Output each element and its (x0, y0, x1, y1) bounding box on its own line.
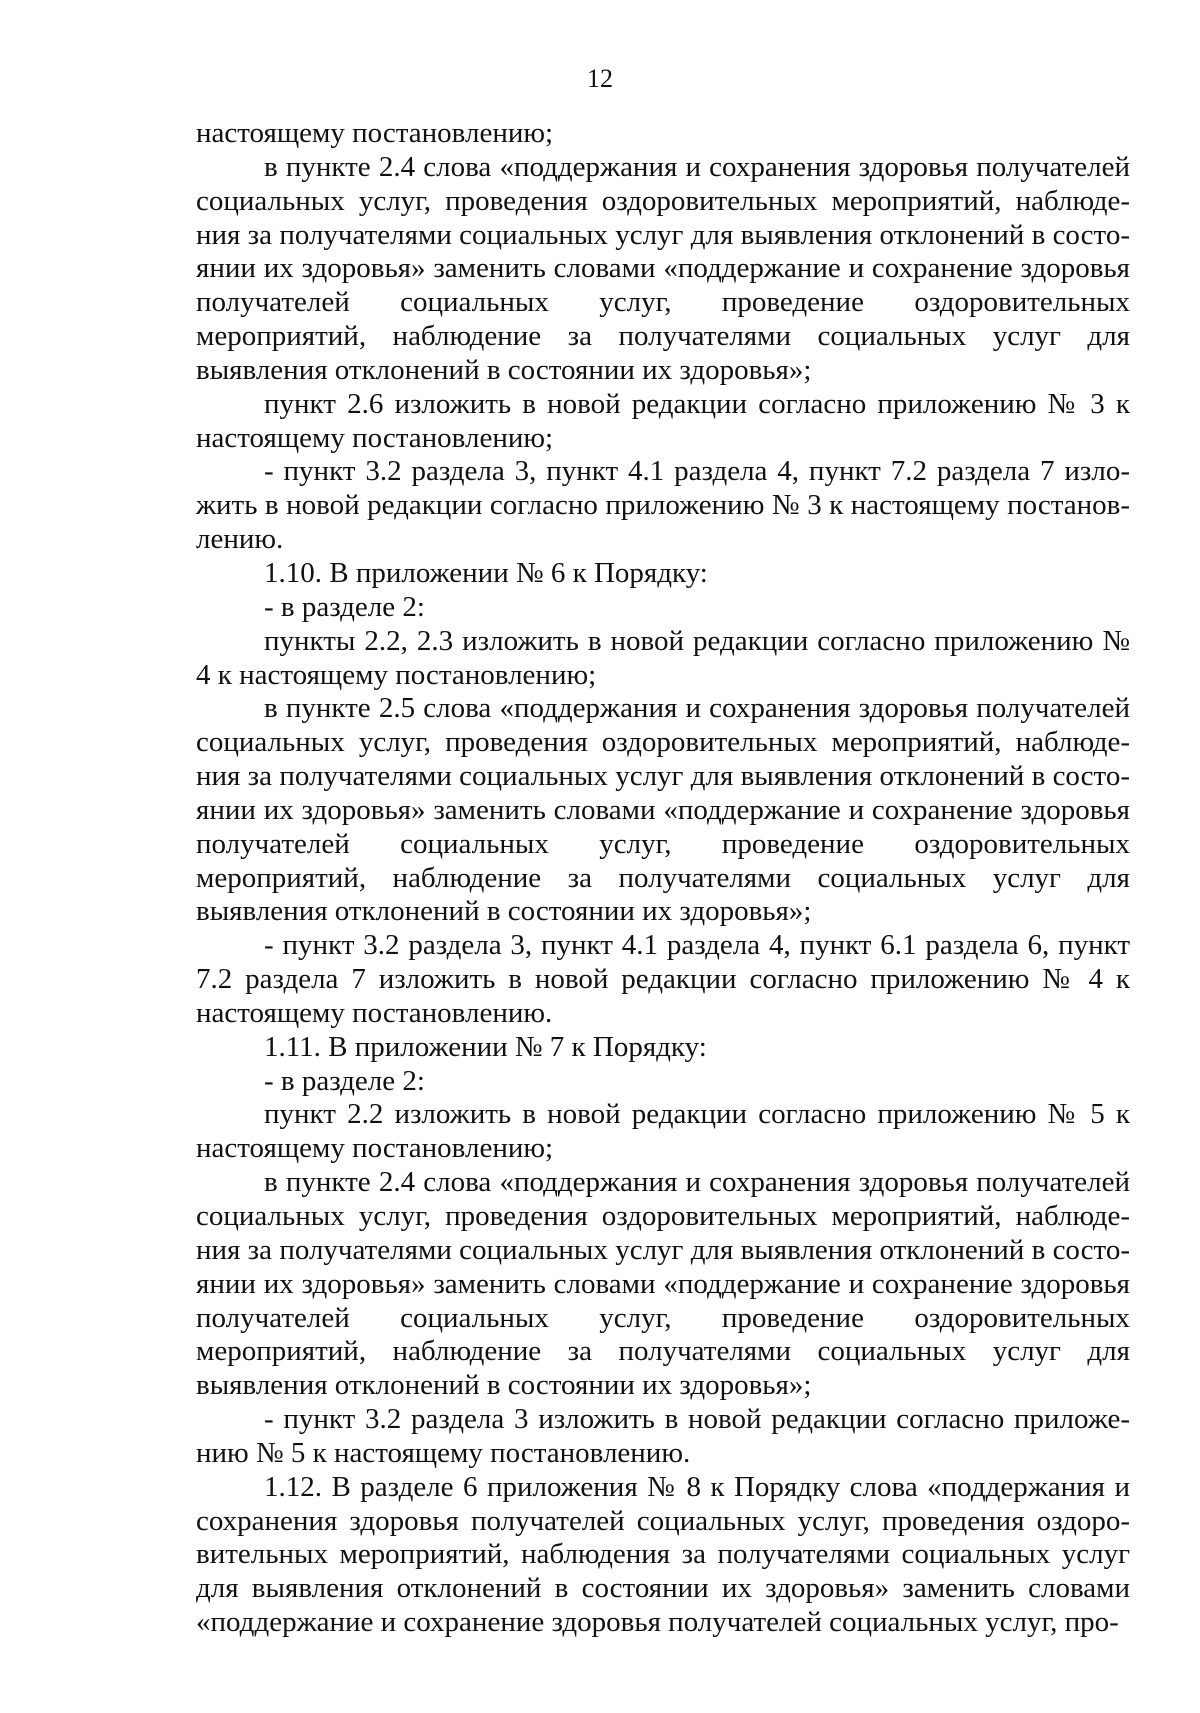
paragraph-2: в пункте 2.4 слова «поддержания и сохранения здоровья получателей социальных услуг, проведения оздоровительных мероприятий, наблюдения за получателями социальных услуг для выявления отклонений в состоянии их здоровья» заменить словами «поддержание и сохранение здоровья получателей социальных услуг, проведение оздоровительных мероприятий, наблюдение за получателями социальных услуг для выявления отклонений в состоянии их здоровья»; (196, 150, 1130, 386)
paragraph-13: в пункте 2.4 слова «поддержания и сохранения здоровья получателей социальных услуг, проведения оздоровительных мероприятий, наблюдения за получателями социальных услуг для выявления отклонений в состоянии их здоровья» заменить словами «поддержание и сохранение здоровья получателей социальных услуг, проведение оздоровительных мероприятий, наблюдение за получателями социальных услуг для выявления отклонений в состоянии их здоровья»; (196, 1166, 1130, 1402)
paragraph-4: - пункт 3.2 раздела 3, пункт 4.1 раздела 4, пункт 7.2 раздела 7 изложить в новой редакции согласно приложению № 3 к настоящему постановлению. (196, 455, 1130, 556)
paragraph-8: в пункте 2.5 слова «поддержания и сохранения здоровья получателей социальных услуг, проведения оздоровительных мероприятий, наблюдения за получателями социальных услуг для выявления отклонений в состоянии их здоровья» заменить словами «поддержание и сохранение здоровья получателей социальных услуг, проведение оздоровительных мероприятий, наблюдение за получателями социальных услуг для выявления отклонений в состоянии их здоровья»; (196, 692, 1130, 928)
page-number: 12 (587, 64, 613, 93)
paragraph-6: - в разделе 2: (264, 590, 425, 623)
paragraph-11: - в разделе 2: (264, 1064, 425, 1097)
paragraph-7: пункты 2.2, 2.3 изложить в новой редакции согласно приложению № 4 к настоящему постановлению; (196, 624, 1130, 691)
paragraph-14: - пункт 3.2 раздела 3 изложить в новой редакции согласно приложению № 5 к настоящему постановлению. (196, 1403, 1130, 1469)
document-body (196, 117, 1130, 1640)
paragraph-12: пункт 2.2 изложить в новой редакции согласно приложению № 5 к настоящему постановлению; (196, 1098, 1130, 1165)
paragraph-9: - пункт 3.2 раздела 3, пункт 4.1 раздела 4, пункт 6.1 раздела 6, пункт 7.2 раздела 7 изложить в новой редакции согласно приложению № 4 к настоящему постановлению. (196, 929, 1130, 1029)
section-heading-1-10: 1.10. В приложении № 6 к Порядку: (264, 556, 708, 589)
section-heading-1-11: 1.11. В приложении № 7 к Порядку: (264, 1030, 707, 1063)
section-heading-1-12: 1.12. В разделе 6 приложения № 8 к Порядку слова «поддержания и сохранения здоровья получателей социальных услуг, проведения оздоровительных мероприятий, наблюдения за получателями социальных услуг для выявления отклонений в состоянии их здоровья» заменить словами «поддержание и сохранение здоровья получателей социальных услуг, про- (196, 1470, 1130, 1639)
paragraph-1: настоящему постановлению; (196, 117, 554, 149)
paragraph-3: пункт 2.6 изложить в новой редакции согласно приложению № 3 к настоящему постановлению; (196, 387, 1130, 454)
